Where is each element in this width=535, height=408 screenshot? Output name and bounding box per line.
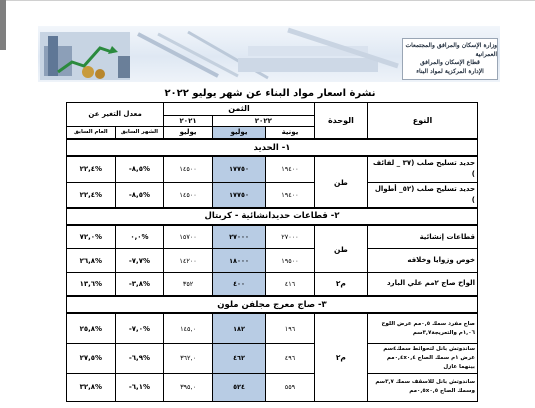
- table-row: [67, 156, 478, 182]
- change-prev-year: %٢٧,٥: [67, 343, 116, 373]
- july-price: ٤٠٠: [212, 272, 265, 296]
- july-prev-price: ١٤٥٠٠: [164, 156, 213, 182]
- unit-cell: طن: [314, 156, 367, 208]
- july-prev-price: ٣٩٥,٠: [164, 373, 213, 401]
- july-price: ١٧٧٥٠: [212, 182, 265, 208]
- change-prev-month: %٨,٥-: [115, 156, 164, 182]
- ministry-logo-box: [402, 38, 498, 80]
- table-row: [67, 343, 478, 373]
- change-prev-month: %٣,٨-: [115, 272, 164, 296]
- header-change: معدل التغير عن: [67, 103, 164, 127]
- june-price: ١٩٤٠٠: [266, 182, 315, 208]
- july-prev-price: ٣٦٢,٠: [164, 343, 213, 373]
- june-price: ٤٩٦: [266, 343, 315, 373]
- june-price: ٥٥٩: [266, 373, 315, 401]
- item-name: صاج مفرد سمك ٠,٥مم عرض اللوح ١,٠٦م والتعريجة٣,٧سم: [368, 313, 478, 343]
- table-row: [67, 373, 478, 401]
- change-prev-month: %٧,٧-: [115, 249, 164, 273]
- change-prev-year: %٢٥,٨: [67, 313, 116, 343]
- item-name: حديد تسليح صلب (٣٧ _ لفائف ): [368, 156, 478, 182]
- section-title: ٣- صاج معرج مجلفن ملون: [67, 296, 478, 313]
- table-row: [67, 249, 478, 273]
- july-price: ١٧٧٥٠: [212, 156, 265, 182]
- item-name: خوص وزوايا وخلافه: [368, 249, 478, 273]
- change-prev-month: %٠,٠: [115, 225, 164, 249]
- header-unit: الوحدة: [314, 103, 367, 140]
- item-name: الواح صاج ٢مم علي البارد: [368, 272, 478, 296]
- table-row: [67, 272, 478, 296]
- price-table: [66, 102, 478, 402]
- item-name: ساندوتش بانل لتحوائط سمك٤سم عرض ١م سمك الصاج ٠,٤x٠,٤مم بينهما عازل: [368, 343, 478, 373]
- unit-cell: طن: [314, 225, 367, 272]
- section-header: [67, 139, 478, 156]
- item-name: ساندوتش بانل للاسقف سمك ٣,٧سم وسمك الصاج ٠,٥x٠,٥مم: [368, 373, 478, 401]
- header-june: يونية: [266, 126, 315, 139]
- page-title: نشرة اسعار مواد البناء عن شهر يوليو ٢٠٢٢: [164, 88, 376, 99]
- section-title: ١- الحديد: [67, 139, 478, 156]
- change-prev-year: %٧٢,٠: [67, 225, 116, 249]
- june-price: ١٩٥٠٠: [266, 249, 315, 273]
- july-price: ١٨٠٠٠: [212, 249, 265, 273]
- july-price: ٢٧٠٠٠: [212, 225, 265, 249]
- table-row: [67, 182, 478, 208]
- section-header: [67, 296, 478, 313]
- header-price: الثمن: [164, 103, 315, 116]
- sector-name: قطاع الإسكان والمرافق: [420, 59, 480, 66]
- top-divider: [0, 0, 535, 1]
- header-year-prev: ٢٠٢١: [164, 115, 213, 126]
- header-type: النوع: [368, 103, 478, 140]
- june-price: ١٩٤٠٠: [266, 156, 315, 182]
- header-year-current: ٢٠٢٢: [212, 115, 314, 126]
- department-name: الإدارة المركزية لمواد البناء: [416, 67, 484, 75]
- item-name: قطاعات إنشائية: [368, 225, 478, 249]
- change-prev-year: %٢٦,٨: [67, 249, 116, 273]
- july-prev-price: ١٥٧٠٠: [164, 225, 213, 249]
- june-price: ٢٧٠٠٠: [266, 225, 315, 249]
- change-prev-year: %٢٢,٤: [67, 156, 116, 182]
- ministry-name: وزارة الإسكان والمرافق والمجتمعات العمرانية: [405, 42, 497, 58]
- change-prev-year: %١٣,٦: [67, 272, 116, 296]
- change-prev-month: %٨,٥-: [115, 182, 164, 208]
- july-prev-price: ١٤٥٠٠: [164, 182, 213, 208]
- header-banner: [38, 26, 500, 82]
- table-row: [67, 225, 478, 249]
- header-july: يوليو: [212, 126, 265, 139]
- section-title: ٢- قطاعات حديدانشائية - كربتال: [67, 208, 478, 225]
- unit-cell: م٢: [314, 272, 367, 296]
- table-row: [67, 313, 478, 343]
- change-prev-month: %٧,٠-: [115, 313, 164, 343]
- section-header: [67, 208, 478, 225]
- left-edge-strip: [0, 0, 6, 50]
- july-prev-price: ١٤٢٠٠: [164, 249, 213, 273]
- july-prev-price: ١٤٥,٠: [164, 313, 213, 343]
- july-price: ٥٢٤: [212, 373, 265, 401]
- header-prev-year: العام السابق: [67, 126, 116, 139]
- unit-cell: م٢: [314, 313, 367, 401]
- change-prev-year: %٢٢,٤: [67, 182, 116, 208]
- july-prev-price: ٣٥٢: [164, 272, 213, 296]
- change-prev-year: %٣٢,٨: [67, 373, 116, 401]
- june-price: ٤١٦: [266, 272, 315, 296]
- july-price: ١٨٢: [212, 313, 265, 343]
- header-prev-month: الشهر السابق: [115, 126, 164, 139]
- june-price: ١٩٦: [266, 313, 315, 343]
- header-july-prev: يوليو: [164, 126, 213, 139]
- change-prev-month: %٦,٩-: [115, 343, 164, 373]
- item-name: حديد تسليح صلب (٥٢_ أطوال ): [368, 182, 478, 208]
- change-prev-month: %٦,١-: [115, 373, 164, 401]
- july-price: ٤٦٢: [212, 343, 265, 373]
